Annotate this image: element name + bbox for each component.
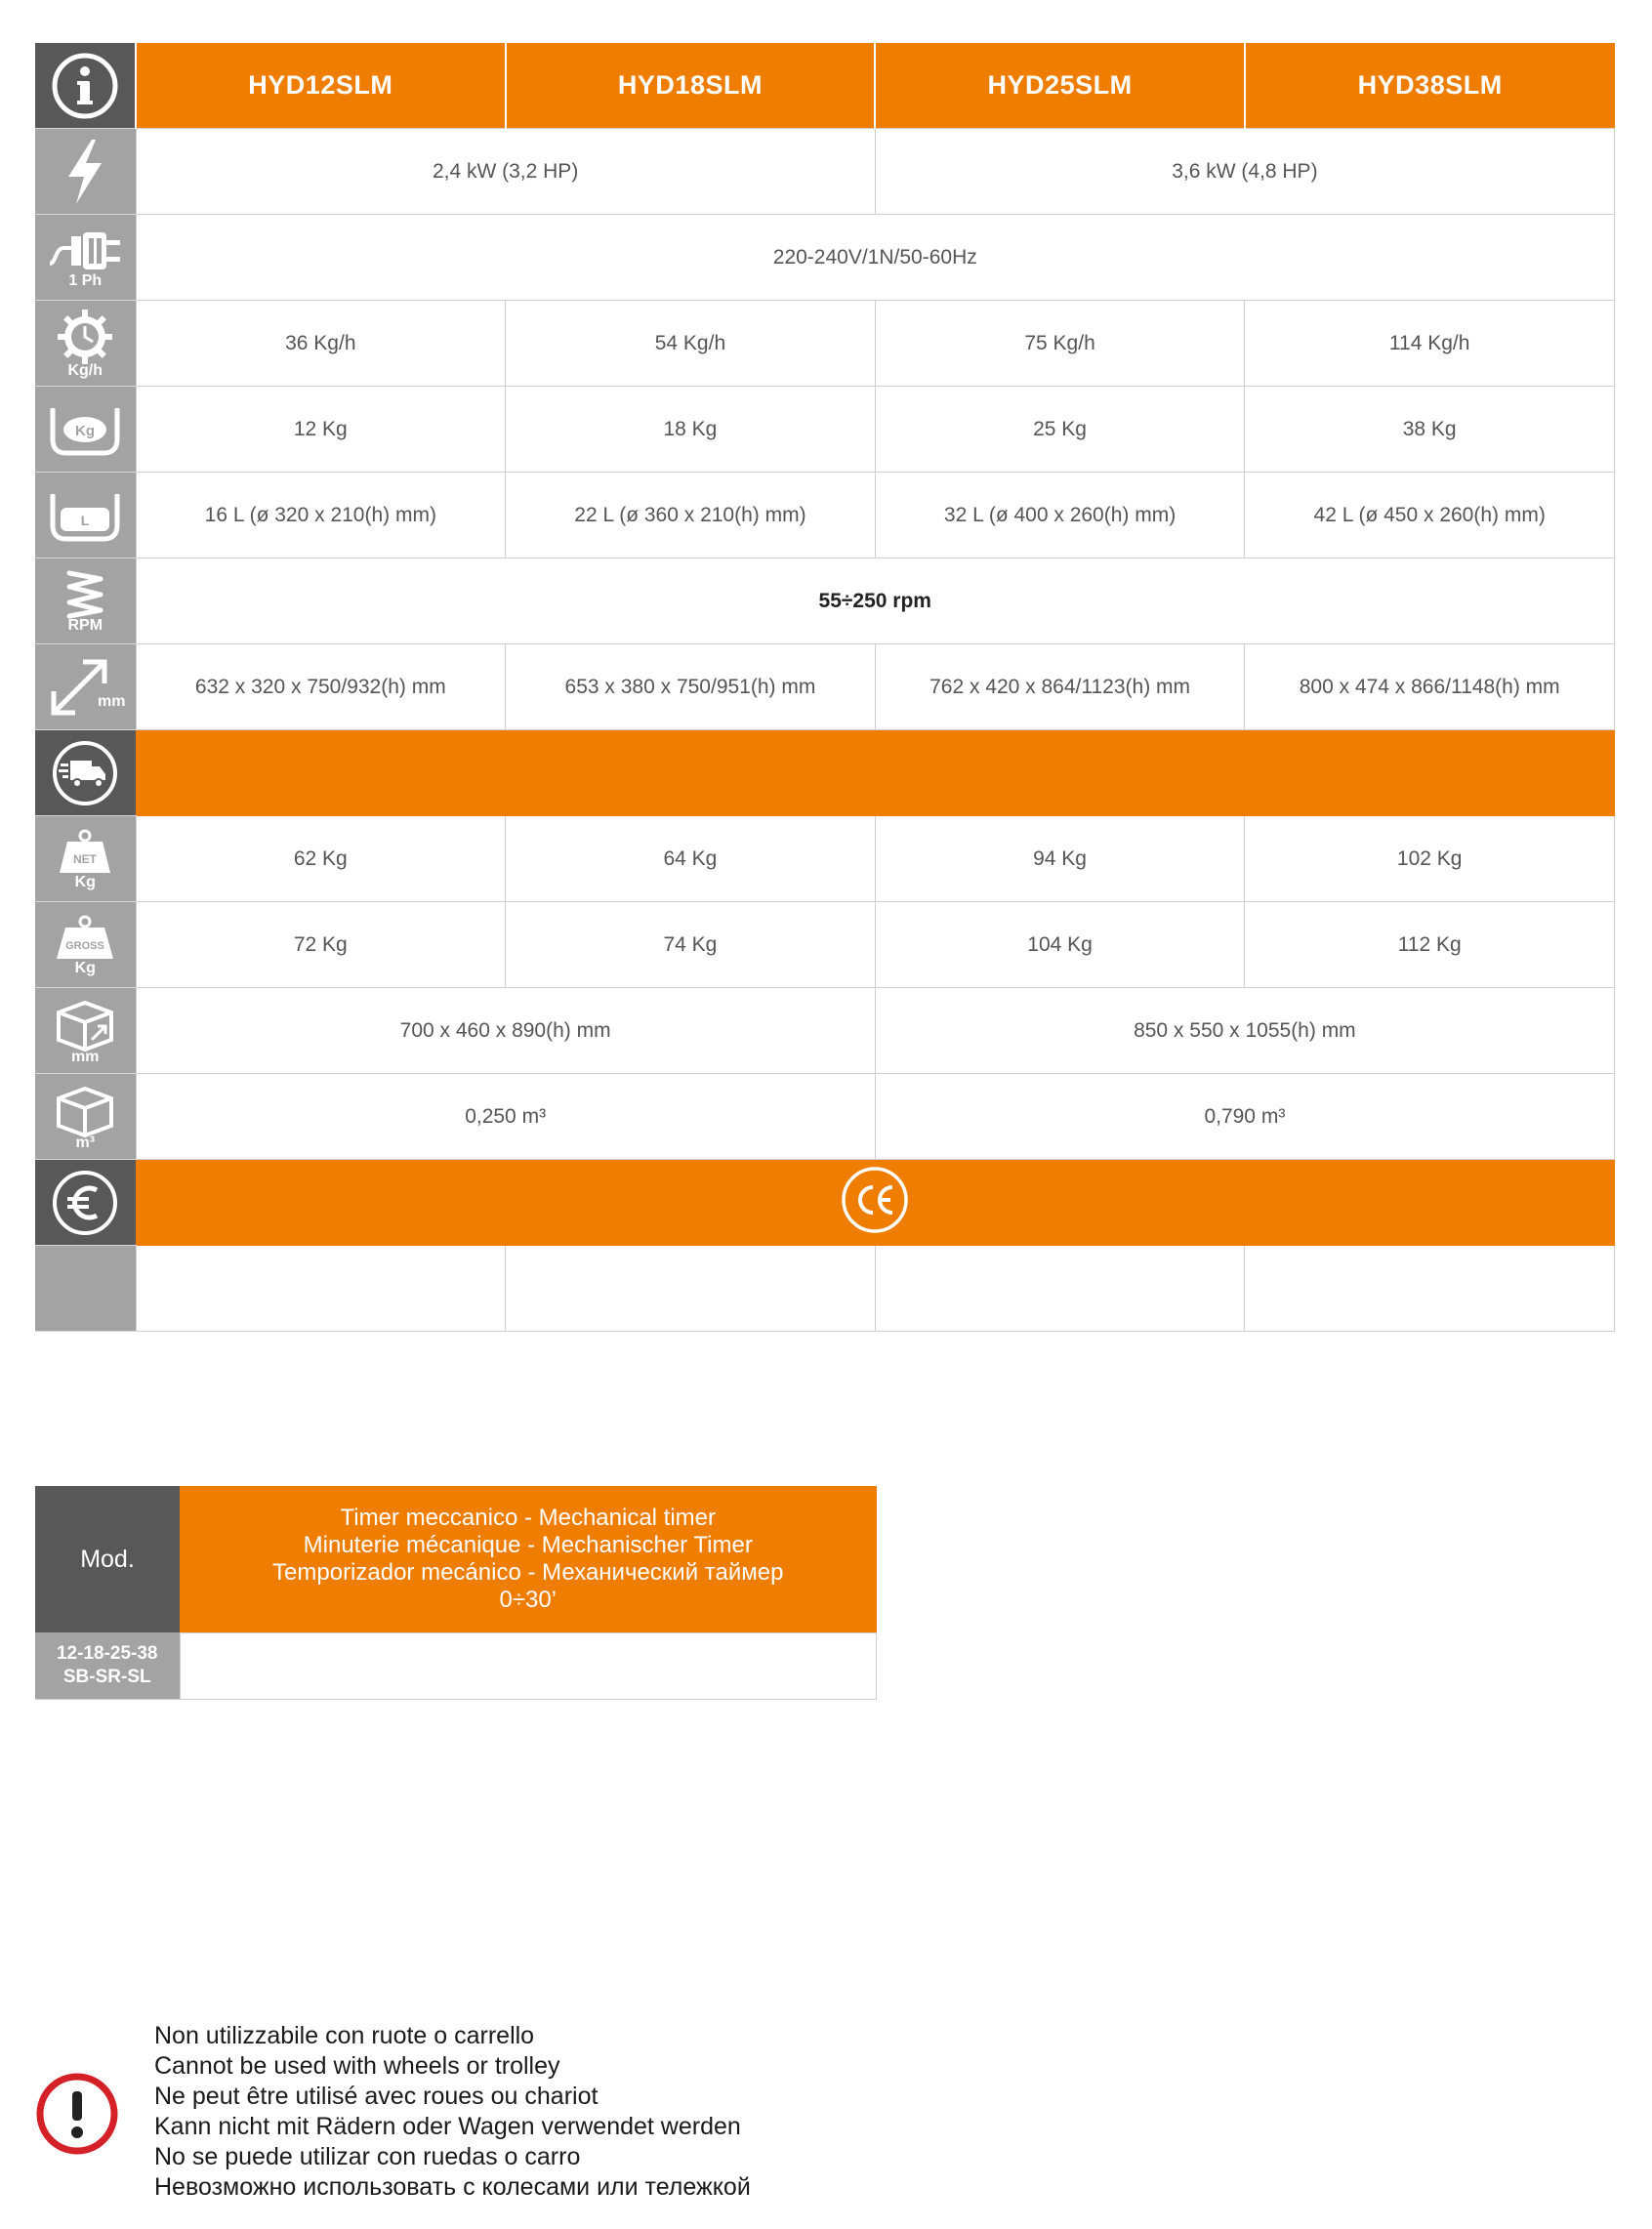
production-value-3: 75 Kg/h: [875, 301, 1245, 387]
dimensions-row: [35, 644, 1615, 730]
gross-weight-icon: [53, 914, 117, 963]
voltage-row: [35, 215, 1615, 301]
production-icon-cell: [35, 301, 136, 387]
price-header-bar: [136, 1160, 1615, 1246]
warning-line-en: Cannot be used with wheels or trolley: [154, 2052, 560, 2080]
capacity-value-1: 12 Kg: [136, 387, 506, 473]
net-weight-caption: Kg: [74, 873, 96, 890]
spec-table: [35, 43, 1615, 1332]
speed-value: 55÷250 rpm: [136, 558, 1615, 644]
euro-icon: [51, 1169, 119, 1237]
packing-volume-icon-cell: [35, 1074, 136, 1160]
dimensions-value-4: 800 x 474 x 866/1148(h) mm: [1245, 644, 1615, 730]
price-value-3: [875, 1246, 1245, 1332]
timer-models-line-1: 12-18-25-38: [56, 1643, 158, 1664]
packing-volume-value-2: 0,790 m³: [875, 1074, 1614, 1160]
price-header-row: [35, 1160, 1615, 1246]
packing-dimensions-row: [35, 988, 1615, 1074]
info-icon-cell: [35, 43, 136, 129]
price-value-1: [136, 1246, 506, 1332]
bowl-row: [35, 473, 1615, 558]
capacity-row: [35, 387, 1615, 473]
warning-line-it: Non utilizzabile con ruote o carrello: [154, 2022, 535, 2049]
bowl-kg-icon: [49, 402, 121, 457]
net-weight-value-2: 64 Kg: [506, 816, 876, 902]
dimensions-icon-cell: [35, 644, 136, 730]
gross-weight-icon-label: GROSS: [65, 939, 105, 952]
price-icon-cell: [35, 1160, 136, 1246]
bowl-value-1: 16 L (ø 320 x 210(h) mm): [136, 473, 506, 558]
price-value-4: [1245, 1246, 1615, 1332]
dimensions-value-1: 632 x 320 x 750/932(h) mm: [136, 644, 506, 730]
production-caption: Kg/h: [67, 361, 103, 379]
timer-price-cell: [180, 1632, 877, 1700]
delivery-truck-icon: [51, 739, 119, 807]
capacity-icon-cell: [35, 387, 136, 473]
packing-dimensions-value-1: 700 x 460 x 890(h) mm: [136, 988, 875, 1074]
gross-weight-value-1: 72 Kg: [136, 902, 506, 988]
production-value-4: 114 Kg/h: [1245, 301, 1615, 387]
timer-header-row: [35, 1486, 877, 1632]
price-row: [35, 1246, 1615, 1332]
production-value-2: 54 Kg/h: [506, 301, 876, 387]
bowl-value-4: 42 L (ø 450 x 260(h) mm): [1245, 473, 1615, 558]
production-row: [35, 301, 1615, 387]
model-header-2: HYD18SLM: [506, 43, 876, 129]
package-dimensions-icon: [53, 997, 117, 1052]
warning-line-ru: Невозможно использовать с колесами или тележкой: [154, 2173, 751, 2201]
packing-volume-row: [35, 1074, 1615, 1160]
lightning-icon: [61, 138, 109, 206]
warning-line-de: Kann nicht mit Rädern oder Wagen verwendet werden: [154, 2113, 741, 2140]
warning-line-es: No se puede utilizar con ruedas o carro: [154, 2143, 581, 2170]
packing-dimensions-value-2: 850 x 550 x 1055(h) mm: [875, 988, 1614, 1074]
net-weight-icon-label: NET: [73, 851, 98, 866]
warning-note: [35, 2021, 914, 2201]
capacity-value-3: 25 Kg: [875, 387, 1245, 473]
shipping-header-row: [35, 730, 1615, 816]
packing-volume-caption: m³: [75, 1134, 96, 1151]
warning-icon: [35, 2072, 119, 2156]
timer-option-table: [35, 1486, 877, 1700]
production-value-1: 36 Kg/h: [136, 301, 506, 387]
bowl-icon-cell: [35, 473, 136, 558]
price-value-2: [506, 1246, 876, 1332]
warning-text: [154, 2021, 751, 2203]
speed-icon-cell: [35, 558, 136, 644]
capacity-value-4: 38 Kg: [1245, 387, 1615, 473]
bowl-icon-caption: L: [80, 512, 90, 528]
timer-line-3: Temporizador mecánico - Механический таймер: [272, 1558, 784, 1586]
spiral-icon: [63, 569, 106, 620]
packing-dimensions-caption: mm: [71, 1048, 100, 1065]
plug-icon: [46, 227, 124, 275]
bowl-value-3: 32 L (ø 400 x 260(h) mm): [875, 473, 1245, 558]
price-empty-icon-cell: [35, 1246, 136, 1332]
phase-icon-cell: [35, 215, 136, 301]
mod-label: Mod.: [35, 1486, 180, 1632]
shipping-header-bar: [136, 730, 1615, 816]
timer-description: [180, 1486, 877, 1632]
gross-weight-value-4: 112 Kg: [1245, 902, 1615, 988]
gross-weight-row: [35, 902, 1615, 988]
model-header-3: HYD25SLM: [875, 43, 1245, 129]
bowl-liter-icon: [49, 488, 121, 543]
dimensions-value-2: 653 x 380 x 750/951(h) mm: [506, 644, 876, 730]
timer-models: [35, 1632, 180, 1700]
timer-line-4: 0÷30’: [499, 1586, 558, 1613]
power-row: [35, 129, 1615, 215]
dimensions-caption: mm: [98, 693, 126, 710]
timer-line-1: Timer meccanico - Mechanical timer: [340, 1504, 717, 1531]
speed-caption: RPM: [67, 616, 103, 634]
speed-row: [35, 558, 1615, 644]
power-icon-cell: [35, 129, 136, 215]
net-weight-value-3: 94 Kg: [875, 816, 1245, 902]
bowl-value-2: 22 L (ø 360 x 210(h) mm): [506, 473, 876, 558]
gear-clock-icon: [57, 309, 113, 365]
shipping-icon-cell: [35, 730, 136, 816]
capacity-icon-caption: Kg: [75, 422, 96, 439]
dimensions-value-3: 762 x 420 x 864/1123(h) mm: [875, 644, 1245, 730]
gross-weight-icon-cell: [35, 902, 136, 988]
power-value-1: 2,4 kW (3,2 HP): [136, 129, 875, 215]
gross-weight-value-2: 74 Kg: [506, 902, 876, 988]
gross-weight-caption: Kg: [74, 959, 96, 976]
voltage-value: 220-240V/1N/50-60Hz: [136, 215, 1615, 301]
gross-weight-value-3: 104 Kg: [875, 902, 1245, 988]
net-weight-icon: [56, 828, 114, 877]
timer-models-row: [35, 1632, 877, 1700]
info-icon: [51, 52, 119, 120]
model-header-1: HYD12SLM: [136, 43, 506, 129]
warning-line-fr: Ne peut être utilisé avec roues ou chariot: [154, 2083, 599, 2110]
header-row: [35, 43, 1615, 129]
timer-line-2: Minuterie mécanique - Mechanischer Timer: [303, 1531, 753, 1558]
package-volume-icon: [53, 1083, 117, 1137]
phase-caption: 1 Ph: [68, 271, 103, 289]
ce-mark-icon: [838, 1166, 912, 1234]
net-weight-icon-cell: [35, 816, 136, 902]
power-value-2: 3,6 kW (4,8 HP): [875, 129, 1614, 215]
net-weight-value-1: 62 Kg: [136, 816, 506, 902]
net-weight-value-4: 102 Kg: [1245, 816, 1615, 902]
net-weight-row: [35, 816, 1615, 902]
model-header-4: HYD38SLM: [1245, 43, 1615, 129]
packing-volume-value-1: 0,250 m³: [136, 1074, 875, 1160]
capacity-value-2: 18 Kg: [506, 387, 876, 473]
packing-dimensions-icon-cell: [35, 988, 136, 1074]
timer-models-line-2: SB-SR-SL: [62, 1667, 151, 1687]
